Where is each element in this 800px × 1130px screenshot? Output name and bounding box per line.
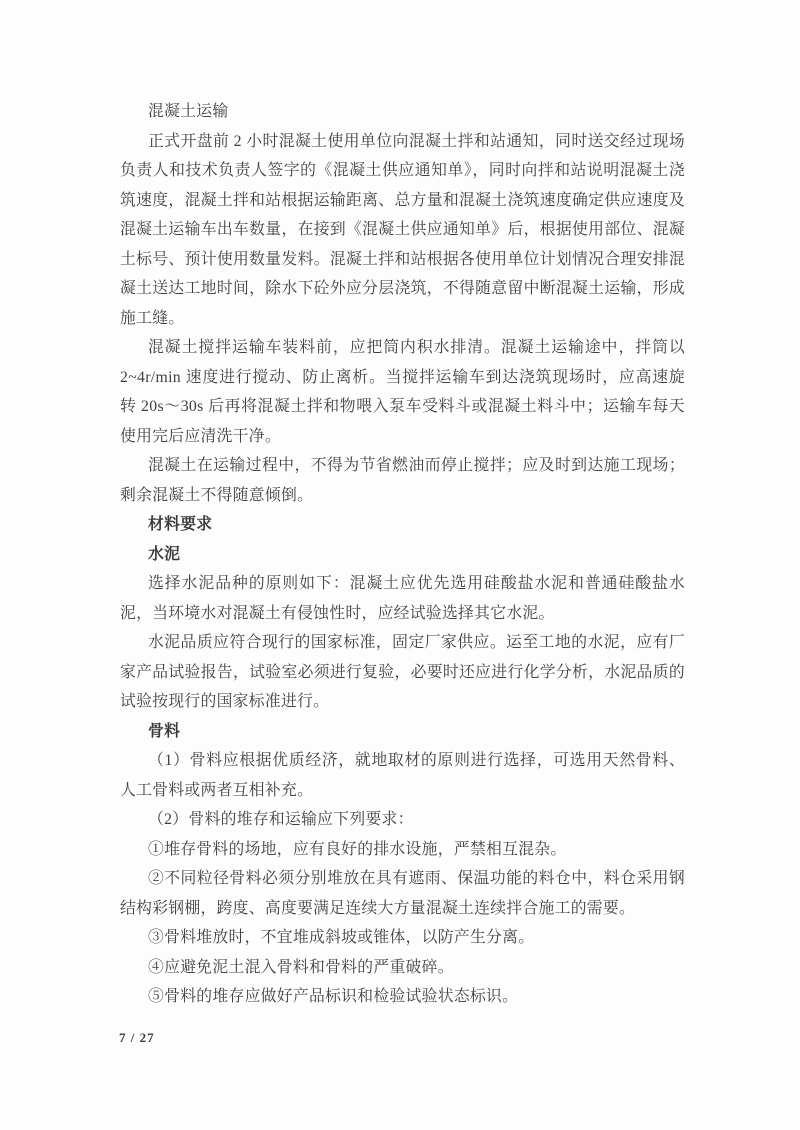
paragraph-line: 筑速度，混凝土拌和站根据运输距离、总方量和混凝土浇筑速度确定供应速度及 — [120, 191, 685, 209]
heading-cement: 水泥 — [148, 545, 181, 563]
paragraph-line: 凝土送达工地时间，除水下砼外应分层浇筑，不得随意留中断混凝土运输，形成 — [120, 280, 685, 297]
paragraph-line: 正式开盘前 2 小时混凝土使用单位向混凝土拌和站通知，同时送交经过现场 — [148, 132, 685, 150]
circled-list-item: 结构彩钢棚，跨度、高度要满足连续大方量混凝土连续拌合施工的需要。 — [120, 899, 636, 917]
document-body — [120, 97, 685, 1012]
numbered-item-line: （2）骨料的堆存和运输应下列要求： — [148, 811, 414, 828]
circled-list-item: ④应避免泥土混入骨料和骨料的严重破碎。 — [148, 958, 454, 976]
paragraph-line: 家产品试验报告，试验室必须进行复验，必要时还应进行化学分析，水泥品质的 — [120, 663, 685, 681]
page-number: 7 / 27 — [119, 1030, 155, 1045]
paragraph-line: 水泥品质应符合现行的国家标准，固定厂家供应。运至工地的水泥，应有厂 — [148, 634, 685, 651]
paragraph-line: 土标号、预计使用数量发料。混凝土拌和站根据各使用单位计划情况合理安排混 — [120, 250, 685, 268]
paragraph-line: 使用完后应清洗干净。 — [120, 427, 281, 445]
paragraph-line: 2~4r/min 速度进行搅动、防止离析。当搅拌运输车到达浇筑现场时，应高速旋 — [120, 368, 685, 386]
circled-list-item: ①堆存骨料的场地，应有良好的排水设施，严禁相互混杂。 — [148, 840, 567, 858]
circled-list-item: ②不同粒径骨料必须分别堆放在具有遮雨、保温功能的料仓中，料仓采用钢 — [148, 870, 685, 887]
paragraph-line: 选择水泥品种的原则如下：混凝土应优先选用硅酸盐水泥和普通硅酸盐水 — [148, 575, 685, 592]
paragraph-line: 混凝土在运输过程中，不得为节省燃油而停止搅拌；应及时到达施工现场； — [148, 457, 685, 474]
heading-material-requirements: 材料要求 — [148, 516, 213, 533]
paragraph-line: 剩余混凝土不得随意倾倒。 — [120, 486, 314, 504]
paragraph-line: 混凝土搅拌运输车装料前，应把筒内积水排清。混凝土运输途中，拌筒以 — [148, 339, 685, 356]
paragraph-line: 泥，当环境水对混凝土有侵蚀性时，应经试验选择其它水泥。 — [120, 604, 555, 622]
heading-aggregate: 骨料 — [148, 722, 181, 740]
circled-list-item: ⑤骨料的堆存应做好产品标识和检验试验状态标识。 — [148, 988, 519, 1005]
numbered-item-line: 人工骨料或两者互相补充。 — [120, 781, 314, 799]
paragraph-line: 负责人和技术负责人签字的《混凝土供应通知单》，同时向拌和站说明混凝土浇 — [120, 162, 685, 179]
paragraph-line: 施工缝。 — [120, 309, 185, 327]
paragraph-line: 混凝土运输车出车数量，在接到《混凝土供应通知单》后，根据使用部位、混凝 — [120, 221, 685, 238]
paragraph-line: 试验按现行的国家标准进行。 — [120, 693, 330, 710]
numbered-item-line: （1）骨料应根据优质经济，就地取材的原则进行选择，可选用天然骨料、 — [148, 752, 685, 769]
circled-list-item: ③骨料堆放时，不宜堆成斜坡或锥体，以防产生分离。 — [148, 929, 535, 946]
heading-concrete-transport: 混凝土运输 — [148, 103, 229, 120]
paragraph-line: 转 20s～30s 后再将混凝土拌和物喂入泵车受料斗或混凝土料斗中；运输车每天 — [120, 398, 685, 415]
